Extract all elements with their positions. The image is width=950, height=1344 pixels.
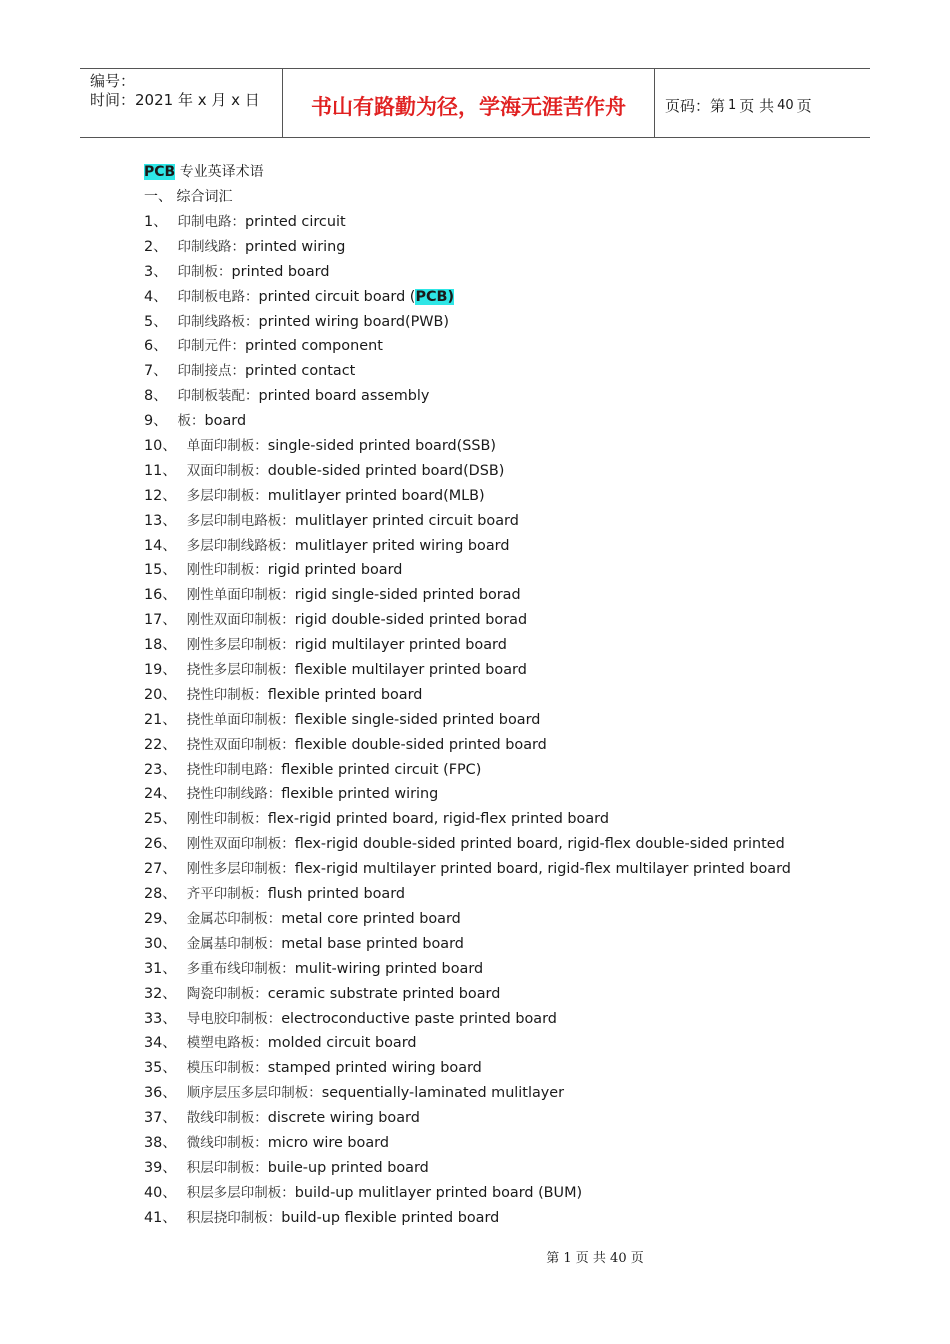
item-chinese: 多层印制板： <box>186 487 268 504</box>
list-item <box>144 733 864 758</box>
item-chinese: 刚性印制板： <box>186 811 268 828</box>
item-number: 32、 <box>144 985 177 1002</box>
item-chinese: 双面印制板： <box>186 462 268 479</box>
list-item <box>144 633 864 658</box>
term-list <box>144 210 864 1231</box>
list-item <box>144 782 864 807</box>
item-number: 31、 <box>144 960 177 977</box>
item-highlight: PCB) <box>415 288 455 305</box>
title-highlight: PCB <box>144 164 176 180</box>
item-english: printed wiring <box>245 238 346 255</box>
list-item <box>144 210 864 235</box>
list-item <box>144 957 864 982</box>
item-number: 23、 <box>144 761 177 778</box>
item-number: 24、 <box>144 786 177 803</box>
item-number: 39、 <box>144 1159 177 1176</box>
item-english: sequentially-laminated mulitlayer <box>321 1085 565 1102</box>
item-english: flexible multilayer printed board <box>294 662 527 679</box>
item-number: 33、 <box>144 1010 177 1027</box>
list-item <box>144 1007 864 1032</box>
item-number: 6、 <box>144 338 168 355</box>
list-item <box>144 434 864 459</box>
list-item <box>144 334 864 359</box>
item-chinese: 齐平印制板： <box>186 886 268 903</box>
list-item <box>144 907 864 932</box>
item-english: rigid printed board <box>267 562 403 579</box>
list-item <box>144 285 864 310</box>
item-english: stamped printed wiring board <box>267 1060 482 1077</box>
item-number: 38、 <box>144 1134 177 1151</box>
item-chinese: 刚性多层印制板： <box>186 637 295 654</box>
item-number: 15、 <box>144 562 177 579</box>
item-number: 28、 <box>144 886 177 903</box>
item-chinese: 挠性双面印制板： <box>186 736 295 753</box>
item-english: rigid multilayer printed board <box>294 637 507 654</box>
item-english: flex-rigid printed board, rigid-flex printed board <box>267 811 609 828</box>
list-item <box>144 558 864 583</box>
item-english: flex-rigid double-sided printed board, rigid-flex double-sided printed <box>294 836 785 853</box>
list-item <box>144 1131 864 1156</box>
list-item <box>144 932 864 957</box>
item-chinese: 单面印制板： <box>186 438 268 455</box>
item-english: mulit-wiring printed board <box>294 960 484 977</box>
item-chinese: 印制板装配： <box>177 388 259 405</box>
item-chinese: 积层多层印制板： <box>186 1184 295 1201</box>
item-number: 2、 <box>144 238 168 255</box>
item-english: mulitlayer printed board(MLB) <box>267 487 485 504</box>
item-chinese: 印制线路： <box>177 238 246 255</box>
item-number: 7、 <box>144 363 168 380</box>
item-number: 13、 <box>144 512 177 529</box>
item-chinese: 刚性单面印制板： <box>186 587 295 604</box>
item-chinese: 微线印制板： <box>186 1134 268 1151</box>
item-english: buile-up printed board <box>267 1159 429 1176</box>
page-footer: 第 1 页 共 40 页 <box>546 1251 644 1266</box>
doc-title <box>144 160 864 185</box>
item-english: printed circuit board ( <box>258 288 416 305</box>
item-chinese: 积层印制板： <box>186 1159 268 1176</box>
item-chinese: 积层挠印制板： <box>186 1209 282 1226</box>
list-item <box>144 683 864 708</box>
item-chinese: 散线印制板： <box>186 1110 268 1127</box>
item-number: 19、 <box>144 662 177 679</box>
item-english: build-up mulitlayer printed board (BUM) <box>294 1184 583 1201</box>
item-english: flush printed board <box>267 886 406 903</box>
list-item <box>144 1106 864 1131</box>
item-number: 34、 <box>144 1035 177 1052</box>
list-item <box>144 982 864 1007</box>
header-motto: 书山有路勤为径，学海无涯苦作舟 <box>282 69 655 137</box>
item-chinese: 模塑电路板： <box>186 1035 268 1052</box>
list-item <box>144 1206 864 1231</box>
item-chinese: 印制板： <box>177 263 232 280</box>
item-chinese: 印制接点： <box>177 363 246 380</box>
list-item <box>144 509 864 534</box>
item-english: flexible double-sided printed board <box>294 736 547 753</box>
list-item <box>144 384 864 409</box>
item-number: 16、 <box>144 587 177 604</box>
item-number: 27、 <box>144 861 177 878</box>
item-english: metal core printed board <box>281 910 461 927</box>
item-english: rigid single-sided printed borad <box>294 587 521 604</box>
item-english: molded circuit board <box>267 1035 417 1052</box>
item-english: printed component <box>245 338 383 355</box>
item-english: double-sided printed board(DSB) <box>267 462 505 479</box>
item-english: printed circuit <box>245 214 346 230</box>
list-item <box>144 708 864 733</box>
list-item <box>144 1056 864 1081</box>
item-english: printed contact <box>245 363 356 380</box>
item-chinese: 板： <box>177 413 205 430</box>
item-english: flexible single-sided printed board <box>294 711 541 728</box>
list-item <box>144 583 864 608</box>
item-chinese: 金属芯印制板： <box>186 910 282 927</box>
item-english: micro wire board <box>267 1134 389 1151</box>
item-english: mulitlayer printed circuit board <box>294 512 519 529</box>
list-item <box>144 758 864 783</box>
page-number: 1 <box>728 97 737 113</box>
item-english: build-up flexible printed board <box>281 1209 500 1226</box>
item-english: flexible printed board <box>267 686 423 703</box>
item-chinese: 刚性多层印制板： <box>186 861 295 878</box>
item-number: 11、 <box>144 462 177 479</box>
item-number: 26、 <box>144 836 177 853</box>
list-item <box>144 807 864 832</box>
item-number: 20、 <box>144 686 177 703</box>
item-chinese: 多层印制电路板： <box>186 512 295 529</box>
item-chinese: 挠性印制板： <box>186 686 268 703</box>
item-number: 12、 <box>144 487 177 504</box>
item-number: 41、 <box>144 1209 177 1226</box>
item-number: 3、 <box>144 263 168 280</box>
item-number: 30、 <box>144 935 177 952</box>
list-item <box>144 409 864 434</box>
item-number: 29、 <box>144 910 177 927</box>
doc-number-label: 编号： <box>90 72 136 90</box>
title-text: 专业英译术语 <box>175 164 264 180</box>
item-chinese: 导电胶印制板： <box>186 1010 282 1027</box>
list-item <box>144 359 864 384</box>
item-chinese: 多层印制线路板： <box>186 537 295 554</box>
item-number: 4、 <box>144 288 168 305</box>
item-english: metal base printed board <box>281 935 464 952</box>
list-item <box>144 1181 864 1206</box>
item-chinese: 模压印制板： <box>186 1060 268 1077</box>
list-item <box>144 608 864 633</box>
item-number: 37、 <box>144 1110 177 1127</box>
item-number: 22、 <box>144 736 177 753</box>
list-item <box>144 1156 864 1181</box>
item-number: 14、 <box>144 537 177 554</box>
item-english: discrete wiring board <box>267 1110 420 1127</box>
section-heading: 一、 综合词汇 <box>144 189 233 205</box>
item-number: 9、 <box>144 413 168 430</box>
page-prefix: 页码：第 <box>665 96 726 115</box>
list-item <box>144 658 864 683</box>
item-number: 5、 <box>144 313 168 330</box>
item-chinese: 金属基印制板： <box>186 935 282 952</box>
item-number: 36、 <box>144 1085 177 1102</box>
item-number: 10、 <box>144 438 177 455</box>
doc-date: 时间：2021 年 x 月 x 日 <box>90 91 260 109</box>
item-chinese: 印制元件： <box>177 338 246 355</box>
item-english: printed wiring board(PWB) <box>258 313 449 330</box>
page-suffix: 页 <box>796 96 812 115</box>
item-english: ceramic substrate printed board <box>267 985 501 1002</box>
item-english: flexible printed circuit (FPC) <box>281 761 482 778</box>
item-number: 40、 <box>144 1184 177 1201</box>
list-item <box>144 310 864 335</box>
item-english: single-sided printed board(SSB) <box>267 438 496 455</box>
item-chinese: 刚性印制板： <box>186 562 268 579</box>
page-total: 40 <box>777 97 794 113</box>
item-english: flex-rigid multilayer printed board, rigid-flex multilayer printed board <box>294 861 791 878</box>
list-item <box>144 484 864 509</box>
item-number: 25、 <box>144 811 177 828</box>
item-chinese: 挠性印制线路： <box>186 786 282 803</box>
list-item <box>144 857 864 882</box>
item-chinese: 多重布线印制板： <box>186 960 295 977</box>
item-english: board <box>204 413 247 430</box>
item-english: mulitlayer prited wiring board <box>294 537 510 554</box>
document-body <box>144 160 864 1231</box>
item-english: printed board assembly <box>258 388 430 405</box>
item-chinese: 印制电路： <box>177 214 246 230</box>
list-item <box>144 1031 864 1056</box>
item-chinese: 印制板电路： <box>177 288 259 305</box>
item-chinese: 印制线路板： <box>177 313 259 330</box>
item-chinese: 顺序层压多层印制板： <box>186 1085 322 1102</box>
item-number: 17、 <box>144 612 177 629</box>
item-number: 35、 <box>144 1060 177 1077</box>
item-chinese: 挠性多层印制板： <box>186 662 295 679</box>
item-chinese: 刚性双面印制板： <box>186 836 295 853</box>
item-chinese: 刚性双面印制板： <box>186 612 295 629</box>
item-english: printed board <box>231 263 330 280</box>
item-number: 18、 <box>144 637 177 654</box>
item-chinese: 陶瓷印制板： <box>186 985 268 1002</box>
item-chinese: 挠性单面印制板： <box>186 711 295 728</box>
item-number: 21、 <box>144 711 177 728</box>
page-mid: 页 共 <box>739 96 775 115</box>
item-number: 1、 <box>144 214 168 230</box>
item-english: flexible printed wiring <box>281 786 439 803</box>
item-chinese: 挠性印制电路： <box>186 761 282 778</box>
list-item <box>144 235 864 260</box>
header-left-cell <box>80 69 282 137</box>
list-item <box>144 882 864 907</box>
list-item <box>144 1081 864 1106</box>
item-english: rigid double-sided printed borad <box>294 612 528 629</box>
item-english: electroconductive paste printed board <box>281 1010 557 1027</box>
list-item <box>144 260 864 285</box>
header-page-info <box>655 69 870 137</box>
item-number: 8、 <box>144 388 168 405</box>
page-header <box>80 68 870 138</box>
list-item <box>144 459 864 484</box>
list-item <box>144 832 864 857</box>
list-item <box>144 534 864 559</box>
